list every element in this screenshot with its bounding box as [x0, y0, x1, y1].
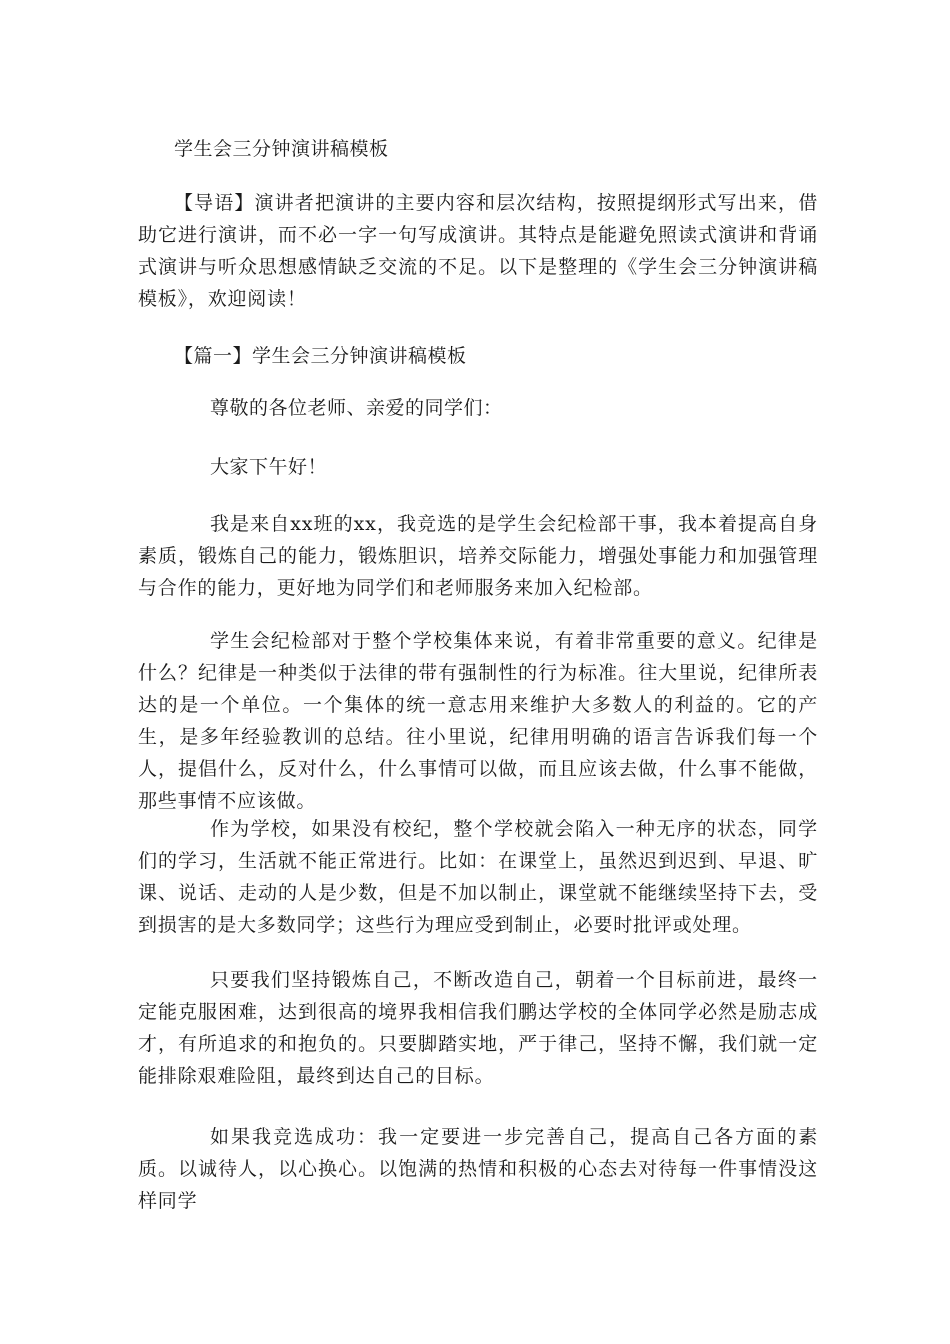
body-paragraph-4: 只要我们坚持锻炼自己，不断改造自己，朝着一个目标前进，最终一定能克服困难，达到很高的境界我相信我们鹏达学校的全体同学必然是励志成才，有所追求的和抱负的。只要脚踏实地，严于律己，坚持不懈，我们就一定能排除艰难险阻，最终到达自己的目标。 [138, 969, 818, 1087]
body-paragraph-2: 学生会纪检部对于整个学校集体来说，有着非常重要的意义。纪律是什么？纪律是一种类似于法律的带有强制性的行为标准。往大里说，纪律所表达的是一个单位。一个集体的统一意志用来维护大多数人的利益的。它的产生，是多年经验教训的总结。往小里说，纪律用明确的语言告诉我们每一个人，提倡什么，反对什么，什么事情可以做，而且应该去做，什么事不能做，那些事情不应该做。 [138, 630, 818, 812]
body-paragraph-3: 作为学校，如果没有校纪，整个学校就会陷入一种无序的状态，同学们的学习，生活就不能正常进行。比如：在课堂上，虽然迟到迟到、早退、旷课、说话、走动的人是少数，但是不加以制止，课堂就不能继续坚持下去，受到损害的是大多数同学；这些行为理应受到制止，必要时批评或处理。 [138, 818, 818, 936]
intro-paragraph: 【导语】演讲者把演讲的主要内容和层次结构，按照提纲形式写出来，借助它进行演讲，而不必一字一句写成演讲。其特点是能避免照读式演讲和背诵式演讲与听众思想感情缺乏交流的不足。以下是整理的《学生会三分钟演讲稿模板》，欢迎阅读！ [138, 192, 818, 310]
body-paragraph-1: 我是来自xx班的xx，我竞选的是学生会纪检部干事，我本着提高自身素质，锻炼自己的能力，锻炼胆识，培养交际能力，增强处事能力和加强管理与合作的能力，更好地为同学们和老师服务来加入纪检部。 [138, 513, 818, 599]
salutation-line: 大家下午好！ [210, 456, 328, 478]
body-paragraph-5: 如果我竞选成功：我一定要进一步完善自己，提高自己各方面的素质。以诚待人，以心换心。以饱满的热情和积极的心态去对待每一件事情没这样同学 [138, 1126, 818, 1212]
greeting-line: 尊敬的各位老师、亲爱的同学们： [210, 397, 503, 419]
section-heading: 【篇一】学生会三分钟演讲稿模板 [174, 345, 467, 367]
document-title: 学生会三分钟演讲稿模板 [174, 138, 389, 160]
